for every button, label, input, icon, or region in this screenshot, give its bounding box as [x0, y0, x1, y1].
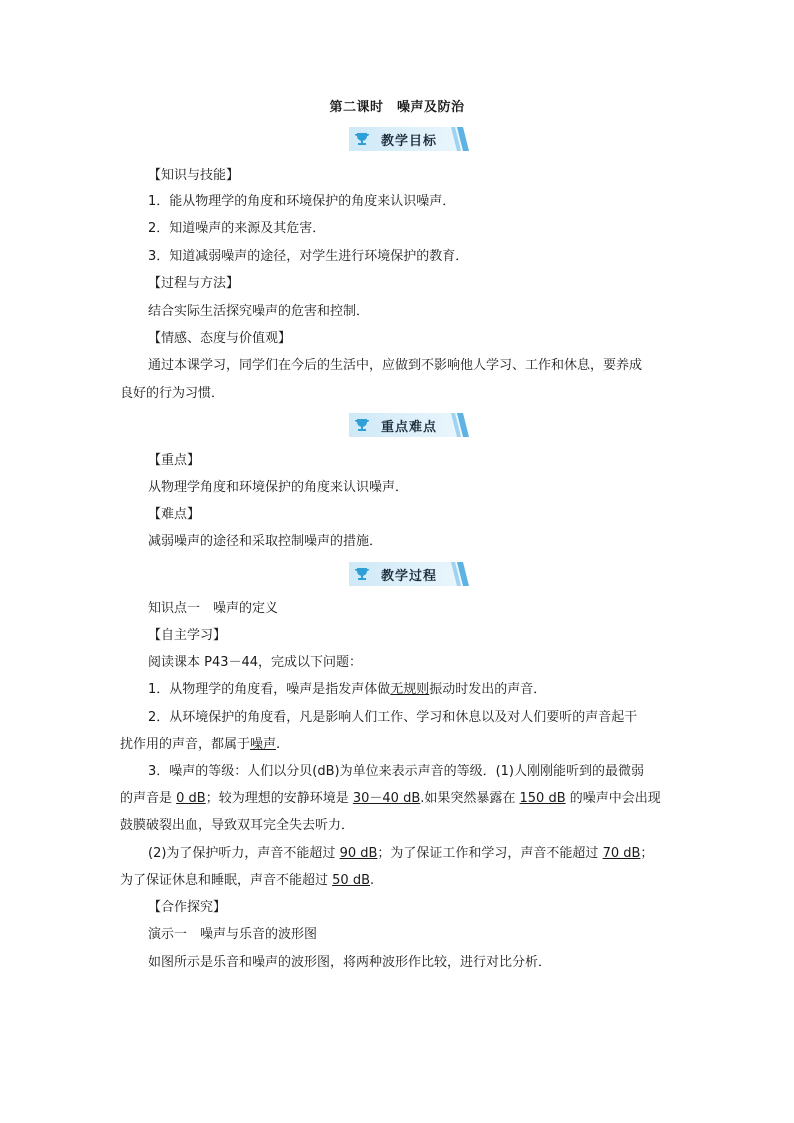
question-4-line-2: 为了保证休息和睡眠，声音不能超过 50 dB.	[120, 873, 375, 888]
heading-knowledge: 【知识与技能】	[148, 168, 240, 183]
demo-1-title: 演示一 噪声与乐音的波形图	[148, 927, 318, 942]
goal-item-2: 2．知道噪声的来源及其危害．	[148, 221, 326, 236]
answer-blank: 噪声	[250, 737, 277, 752]
goal-attitude-text-2: 良好的行为习惯．	[120, 386, 225, 401]
goal-attitude-text-1: 通过本课学习，同学们在今后的生活中，应做到不影响他人学习、工作和休息，要养成	[148, 358, 643, 373]
reading-instruction: 阅读课本 P43－44，完成以下问题：	[148, 655, 363, 670]
answer-blank: 0 dB	[176, 791, 206, 806]
answer-blank: 50 dB	[332, 873, 370, 888]
section-banner-key	[349, 413, 469, 437]
banner-label: 重点难点	[381, 420, 438, 435]
heading-process-method: 【过程与方法】	[148, 276, 240, 291]
banner-label: 教学目标	[381, 134, 438, 149]
lesson-title: 第二课时 噪声及防治	[329, 100, 465, 115]
goal-process-text: 结合实际生活探究噪声的危害和控制．	[148, 304, 370, 319]
question-3-line-3: 鼓膜破裂出血，导致双耳完全失去听力．	[120, 818, 355, 833]
key-point-text: 从物理学角度和环境保护的角度来认识噪声．	[148, 480, 409, 495]
answer-blank: 无规则	[390, 682, 430, 697]
question-3-line-2: 的声音是 0 dB；较为理想的安静环境是 30－40 dB.如果突然暴露在 150 dB 的噪声中会出现	[120, 791, 661, 806]
answer-blank: 30－40 dB	[352, 791, 421, 806]
section-banner-goals	[349, 127, 469, 151]
goal-item-1: 1．能从物理学的角度和环境保护的角度来认识噪声．	[148, 194, 456, 209]
question-2-line-1: 2．从环境保护的角度看，凡是影响人们工作、学习和休息以及对人们要听的声音起干	[148, 710, 638, 725]
question-2-line-2: 扰作用的声音，都属于噪声.	[120, 737, 281, 752]
goal-item-3: 3．知道减弱噪声的途径，对学生进行环境保护的教育．	[148, 249, 469, 264]
heading-cooperative-inquiry: 【合作探究】	[148, 900, 227, 915]
question-3-line-1: 3．噪声的等级：人们以分贝(dB)为单位来表示声音的等级．(1)人刚刚能听到的最微弱	[148, 764, 645, 779]
section-banner-process	[349, 562, 469, 586]
banner-label: 教学过程	[381, 569, 438, 584]
question-1: 1．从物理学的角度看，噪声是指发声体做无规则振动时发出的声音．	[148, 682, 547, 697]
question-4-line-1: (2)为了保护听力，声音不能超过 90 dB；为了保证工作和学习，声音不能超过 70 dB；	[148, 846, 654, 861]
answer-blank: 150 dB	[519, 791, 566, 806]
knowledge-point-1: 知识点一 噪声的定义	[148, 601, 279, 616]
answer-blank: 90 dB	[339, 846, 378, 861]
heading-self-study: 【自主学习】	[148, 628, 227, 643]
demo-1-text: 如图所示是乐音和噪声的波形图，将两种波形作比较，进行对比分析．	[148, 955, 552, 970]
heading-key-point: 【重点】	[148, 453, 201, 468]
heading-attitude: 【情感、态度与价值观】	[148, 331, 292, 346]
answer-blank: 70 dB	[602, 846, 641, 861]
difficult-point-text: 减弱噪声的途径和采取控制噪声的措施．	[148, 534, 383, 549]
heading-difficult-point: 【难点】	[148, 507, 201, 522]
